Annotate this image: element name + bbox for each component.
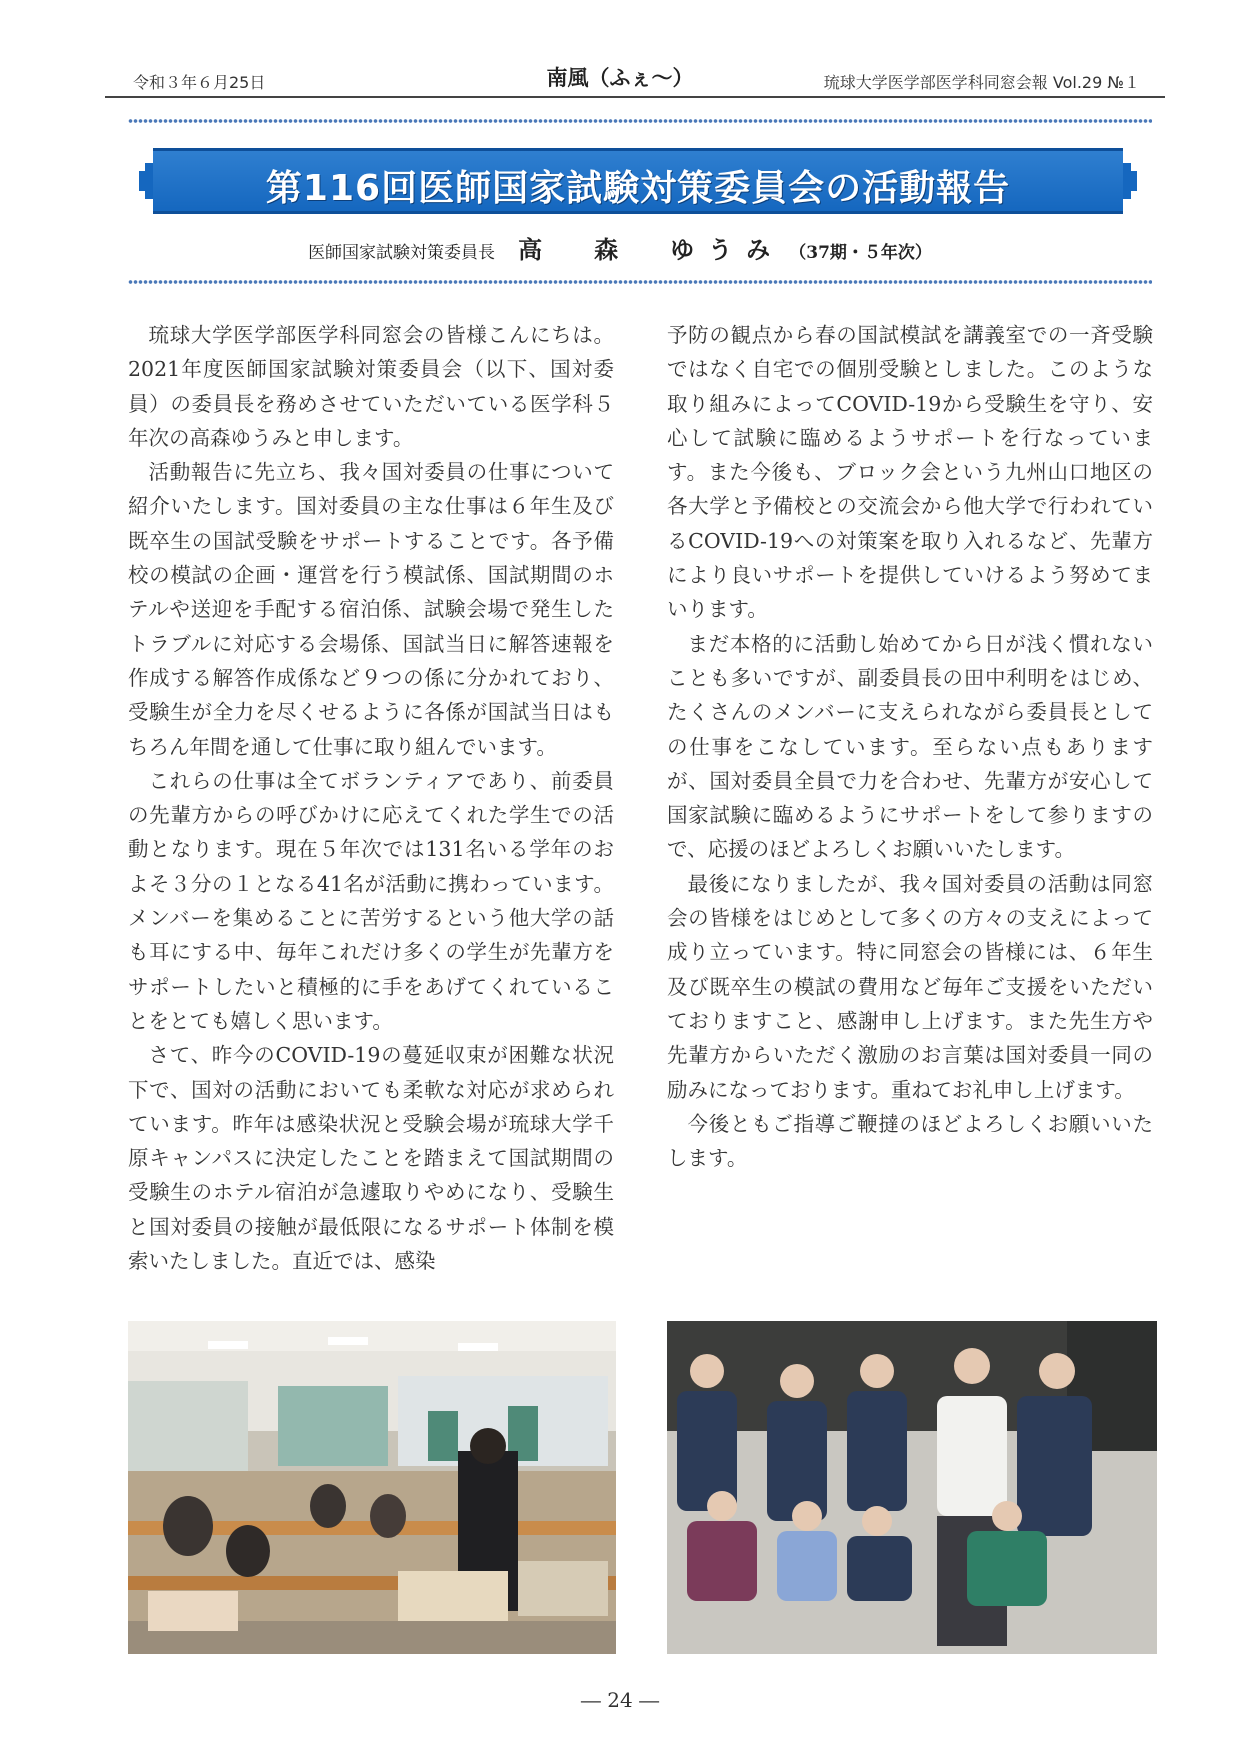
article-column-left xyxy=(128,318,614,1278)
author-role: 医師国家試験対策委員長 xyxy=(308,243,496,263)
article-column-right xyxy=(667,318,1153,1175)
paragraph: 最後になりましたが、我々国対委員の活動は同窓会の皆様をはじめとして多くの方々の支えによって成り立っています。特に同窓会の皆様には、６年生及び既卒生の模試の費用など毎年ご支援をいただいておりますこと、感謝申し上げます。また先生方や先輩方からいただく激励のお言葉は国対委員一同の励みになっております。重ねてお礼申し上げます。 xyxy=(667,871,1153,1102)
title-banner xyxy=(153,148,1123,214)
paragraph: 琉球大学医学部医学科同窓会の皆様こんにちは。2021年度医師国家試験対策委員会（以下、国対委員）の委員長を務めさせていただいている医学科５年次の高森ゆうみと申します。 xyxy=(128,323,614,450)
author-note: （37期・５年次） xyxy=(789,243,932,263)
dotted-divider-bottom xyxy=(128,279,1152,287)
paragraph: まだ本格的に活動し始めてから日が浅く慣れないことも多いですが、副委員長の田中利明をはじめ、たくさんのメンバーに支えられながら委員長としての仕事をこなしています。至らない点もありますが、国対委員全員で力を合わせ、先輩方が安心して国家試験に臨めるようにサポートをして参りますので、応援のほどよろしくお願いいたします。 xyxy=(667,631,1153,862)
header-rule xyxy=(105,96,1165,98)
byline xyxy=(0,230,1240,265)
header-date: 令和３年６月25日 xyxy=(133,73,266,92)
author-name: 高 森 ゆうみ xyxy=(518,235,785,264)
photo-committee-group xyxy=(667,1321,1157,1654)
paragraph: さて、昨今のCOVID-19の蔓延収束が困難な状況下で、国対の活動においても柔軟な対応が求められています。昨年は感染状況と受験会場が琉球大学千原キャンパスに決定したことを踏まえて国試期間の受験生のホテル宿泊が急遽取りやめになり、受験生と国対委員の接触が最低限になるサポート体制を模索いたしました。直近では、感染 xyxy=(128,1043,614,1274)
paragraph: これらの仕事は全てボランティアであり、前委員の先輩方からの呼びかけに応えてくれた学生での活動となります。現在５年次では131名いる学年のおよそ３分の１となる41名が活動に携わっています。メンバーを集めることに苦労するという他大学の話も耳にする中、毎年これだけ多くの学生が先輩方をサポートしたいと積極的に手をあげてくれていることをとても嬉しく思います。 xyxy=(128,768,614,1033)
page-number: ― 24 ― xyxy=(580,1688,660,1712)
photo-lecture-hall xyxy=(128,1321,616,1654)
newsletter-name: 南風（ふぇ〜） xyxy=(546,65,694,90)
publication-info: 琉球大学医学部医学科同窓会報 Vol.29 №１ xyxy=(823,73,1140,92)
article-title: 第116回医師国家試験対策委員会の活動報告 xyxy=(265,168,1011,209)
paragraph: 活動報告に先立ち、我々国対委員の仕事について紹介いたします。国対委員の主な仕事は６年生及び既卒生の国試受験をサポートすることです。各予備校の模試の企画・運営を行う模試係、国試期間のホテルや送迎を手配する宿泊係、試験会場で発生したトラブルに対応する会場係、国試当日に解答速報を作成する解答作成係など９つの係に分かれており、受験生が全力を尽くせるように各係が国試当日はもちろん年間を通して仕事に取り組んでいます。 xyxy=(128,460,614,759)
paragraph: 今後ともご指導ご鞭撻のほどよろしくお願いいたします。 xyxy=(667,1111,1153,1171)
paragraph: 予防の観点から春の国試模試を講義室での一斉受験ではなく自宅での個別受験としました。このような取り組みによってCOVID-19から受験生を守り、安心して試験に臨めるようサポートを行なっています。また今後も、ブロック会という九州山口地区の各大学と予備校との交流会から他大学で行われているCOVID-19への対策案を取り入れるなど、先輩方により良いサポートを提供していけるよう努めてまいります。 xyxy=(667,323,1153,622)
dotted-divider-top xyxy=(128,118,1152,126)
